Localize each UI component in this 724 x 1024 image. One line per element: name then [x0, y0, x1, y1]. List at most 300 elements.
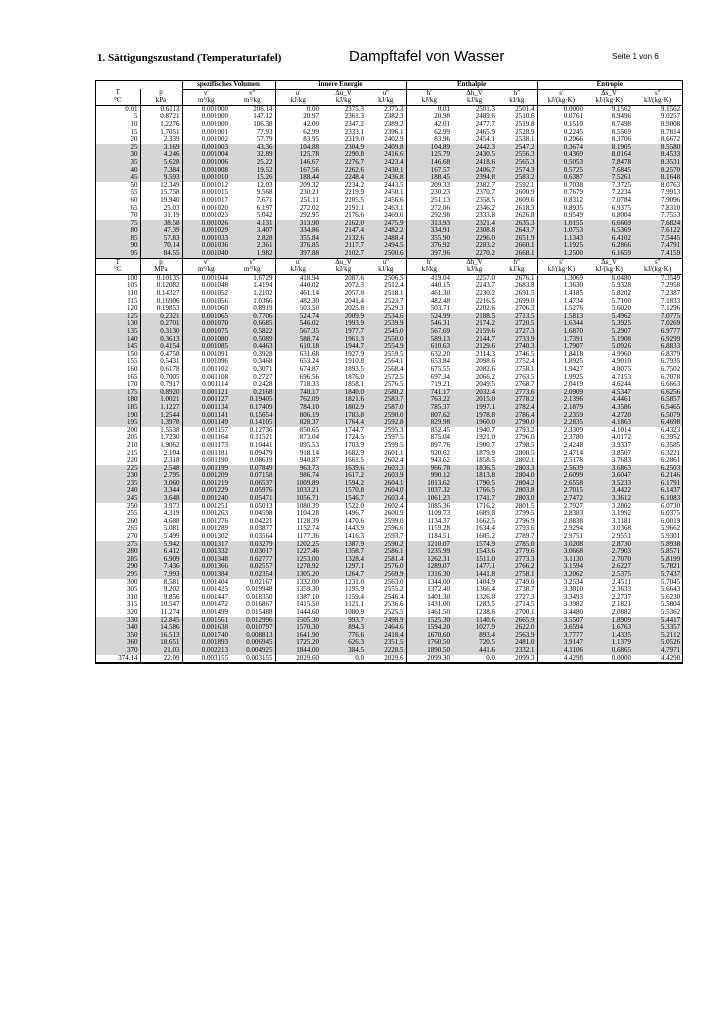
table-cell: 0.03564 [249, 533, 273, 541]
table-cell: 2554.9 [366, 343, 406, 351]
table-cell: 2749.0 [515, 578, 535, 586]
table-cell: 2389.2 [384, 120, 404, 128]
table-cell: 0.8919 [253, 305, 273, 313]
table-cell: 0.10135 [156, 274, 180, 282]
table-cell: 1.5538 [160, 426, 180, 434]
table-row [96, 487, 682, 495]
table-cell: 7.4159 [633, 250, 682, 258]
steam-table [96, 81, 682, 663]
table-cell: 6.909 [140, 556, 182, 564]
column-unit: m³/kg [182, 97, 230, 105]
table-row [96, 366, 682, 374]
table-cell: 19.940 [160, 196, 180, 204]
table-cell: 1682.9 [344, 449, 364, 457]
table-cell: 0.8920 [140, 389, 182, 397]
table-cell: 2283.2 [452, 242, 497, 250]
table-cell: 2564.1 [384, 358, 404, 366]
table-cell: 0.001085 [182, 343, 230, 351]
table-cell: 2174.2 [452, 320, 497, 328]
table-cell: 2568.4 [384, 365, 404, 373]
table-cell: 2.318 [163, 457, 180, 465]
temperature-cell: 35 [96, 159, 140, 167]
table-cell: 7.4791 [633, 242, 682, 250]
table-cell: 2202.6 [475, 305, 496, 313]
table-cell: 1890.50 [406, 647, 452, 655]
table-cell: 106.38 [253, 120, 273, 128]
column-unit: kJ/kg [366, 266, 406, 274]
table-cell: 0.001036 [182, 242, 230, 250]
table-cell: 2565.3 [497, 159, 537, 167]
table-cell: 2563.9 [497, 632, 537, 640]
table-cell: 6.4698 [633, 419, 682, 427]
table-cell: 4.3586 [585, 404, 633, 412]
table-cell: 2602.4 [384, 457, 404, 465]
temperature-cell: 95 [96, 250, 140, 258]
table-cell: 188.45 [406, 174, 452, 182]
table-cell: 2547.2 [497, 144, 537, 152]
table-cell: 42.00 [275, 121, 321, 129]
table-cell: 125.79 [406, 151, 452, 159]
table-cell: 2643.7 [497, 227, 537, 235]
table-cell: 0.001366 [182, 563, 230, 571]
table-cell: 2443.5 [384, 181, 404, 189]
table-cell: 0.5725 [537, 167, 585, 175]
table-cell: 3.3493 [537, 594, 585, 602]
table-cell: 1670.60 [406, 632, 452, 640]
table-cell: 1195.9 [345, 586, 364, 594]
table-cell: 6.7935 [660, 358, 681, 366]
table-cell: 2758.1 [515, 365, 535, 373]
table-cell: 1431.00 [406, 601, 452, 609]
table-cell: 5.6020 [611, 305, 632, 313]
temperature-cell: 180 [96, 396, 140, 404]
table-cell: 25.03 [163, 204, 180, 212]
table-cell: 8.4533 [633, 151, 682, 159]
column-symbol: T [96, 258, 140, 266]
table-cell: 38.58 [140, 220, 182, 228]
table-cell: 0.02557 [230, 563, 275, 571]
table-cell: 2789.7 [515, 533, 535, 541]
table-cell: 2592.8 [366, 419, 406, 427]
table-cell: 1.6344 [537, 320, 585, 328]
group-header: spezifisches Volumen [182, 81, 275, 89]
table-cell: 2234.2 [344, 181, 364, 189]
column-unit: °C [96, 97, 140, 105]
table-cell: 7.2387 [660, 290, 681, 298]
table-cell: 0.001070 [182, 320, 230, 328]
column-symbol: p [159, 258, 163, 266]
table-cell: 2714.5 [515, 601, 535, 609]
table-cell: 2.1396 [537, 396, 585, 404]
table-cell: 7.9096 [660, 196, 681, 204]
table-cell: 0.001012 [182, 182, 230, 190]
table-cell: 2501.3 [475, 105, 496, 113]
table-cell: 355.90 [406, 235, 452, 243]
table-cell: 376.92 [406, 242, 452, 250]
table-cell: 0.10441 [249, 441, 273, 449]
temperature-cell: 260 [96, 518, 140, 526]
table-cell: 2.4511 [612, 578, 632, 586]
table-row [96, 212, 682, 220]
table-cell: 610.63 [406, 343, 452, 351]
table-cell: 0.19853 [156, 305, 180, 313]
temperature-cell: 90 [96, 242, 140, 250]
table-cell: 2.3780 [537, 434, 585, 442]
table-cell: 0.8935 [537, 205, 585, 213]
table-cell: 0.001001 [182, 129, 230, 137]
table-cell: 11.274 [160, 608, 180, 616]
table-cell: 1.982 [230, 250, 275, 258]
table-cell: 0.05976 [230, 487, 275, 495]
table-cell: 829.98 [406, 419, 452, 427]
table-cell: 8.3531 [633, 159, 682, 167]
table-cell: 1415.50 [275, 601, 321, 609]
temperature-cell: 65 [96, 205, 140, 213]
column-symbol: v'' [249, 89, 256, 97]
table-cell: 7.384 [140, 167, 182, 175]
table-cell: 1.9427 [537, 366, 585, 374]
table-cell: 1617.2 [321, 472, 366, 480]
table-cell: 5.2907 [585, 328, 633, 336]
table-cell: 62.99 [275, 129, 321, 137]
table-cell: 2590.0 [366, 412, 406, 420]
table-cell: 1.7391 [537, 336, 585, 344]
temperature-cell: 195 [96, 419, 140, 427]
table-cell: 5.7100 [611, 297, 632, 305]
table-cell: 1387.9 [321, 541, 366, 549]
table-cell: 0.001141 [182, 412, 230, 420]
table-cell: 7.6845 [585, 167, 633, 175]
table-cell: 8.1905 [585, 144, 633, 152]
temperature-cell: 220 [96, 457, 140, 465]
column-unit: kJ/kg [497, 266, 537, 274]
table-cell: 2.828 [230, 235, 275, 243]
group-header-row [96, 81, 682, 89]
temperature-cell: 170 [96, 381, 140, 389]
table-cell: 5.8938 [633, 541, 682, 549]
table-cell: 2450.1 [384, 189, 404, 197]
table-cell: 0.6865 [585, 647, 633, 655]
table-row [96, 235, 682, 243]
table-cell: 7.5261 [585, 174, 633, 182]
table-cell: 0.2701 [140, 320, 182, 328]
table-cell: 2768.7 [515, 381, 535, 389]
table-cell: 0.4369 [537, 151, 585, 159]
table-cell: 1.2276 [160, 120, 180, 128]
column-unit: kJ/(kg·K) [537, 266, 585, 274]
table-cell: 2793.2 [515, 426, 535, 434]
table-cell: 1326.0 [475, 593, 496, 601]
table-cell: 1.0753 [537, 227, 585, 235]
temperature-cell: 295 [96, 571, 140, 579]
column-unit: m³/kg [182, 266, 230, 274]
temperature-cell: 235 [96, 480, 140, 488]
table-cell: 0.001080 [182, 336, 230, 344]
table-cell: 828.37 [275, 419, 321, 427]
table-cell: 2733.9 [497, 336, 537, 344]
table-cell: 2727.3 [497, 328, 537, 336]
table-cell: 0.03877 [249, 525, 273, 533]
temperature-cell: 205 [96, 434, 140, 442]
table-cell: 1264.7 [321, 571, 366, 579]
table-cell: 6.7502 [660, 365, 681, 373]
temperature-cell: 315 [96, 601, 140, 609]
table-cell: 0.3468 [253, 358, 273, 366]
table-cell: 397.96 [406, 250, 452, 258]
group-header: Entropie [537, 81, 682, 89]
table-cell: 741.17 [406, 389, 452, 397]
table-cell: 2402.9 [384, 136, 404, 144]
column-symbol: Δs_V [601, 258, 617, 266]
table-cell: 2800.5 [515, 449, 535, 457]
table-cell: 2098.6 [475, 358, 496, 366]
table-cell: 2332.1 [497, 647, 537, 655]
table-cell: 2804.2 [497, 480, 537, 488]
table-cell: 2132.6 [321, 235, 366, 243]
table-cell: 0.15654 [230, 412, 275, 420]
table-cell: 0.2727 [253, 373, 273, 381]
table-cell: 2488.4 [366, 235, 406, 243]
table-cell: 6.3221 [660, 449, 681, 457]
table-row [96, 541, 682, 549]
table-cell: 2.361 [230, 242, 275, 250]
table-cell: 2049.5 [475, 381, 496, 389]
table-cell: 2257.0 [475, 274, 496, 282]
table-cell: 6.1659 [585, 250, 633, 258]
table-cell: 22.09 [140, 655, 182, 663]
column-symbol: s'' [654, 89, 661, 97]
table-cell: 0.012996 [230, 617, 275, 625]
table-cell: 4.7153 [611, 373, 632, 381]
table-cell: 0.001044 [182, 274, 230, 282]
table-cell: 2.3309 [537, 427, 585, 435]
table-cell: 32.89 [230, 151, 275, 159]
table-cell: 1159.28 [406, 525, 452, 533]
temperature-cell: 225 [96, 465, 140, 473]
table-cell: 895.53 [275, 442, 321, 450]
table-cell: 2713.5 [497, 313, 537, 321]
temperature-cell: 265 [96, 525, 140, 533]
table-cell: 272.06 [406, 205, 452, 213]
table-cell: 2375.3 [344, 105, 364, 113]
table-cell: 0.3928 [253, 350, 273, 358]
table-cell: 0.01 [406, 105, 452, 113]
table-row [96, 105, 682, 113]
table-cell: 2.8730 [585, 541, 633, 549]
table-cell: 0.03017 [230, 548, 275, 556]
table-cell: 31.19 [163, 212, 180, 220]
table-cell: 0.001091 [182, 351, 230, 359]
table-cell: 125.78 [275, 151, 321, 159]
table-cell: 2512.4 [384, 282, 404, 290]
table-cell: 2.0909 [537, 389, 585, 397]
table-cell: 0.5822 [230, 328, 275, 336]
table-cell: 4.9960 [611, 350, 632, 358]
table-cell: 1387.10 [275, 594, 321, 602]
table-row [96, 412, 682, 420]
table-cell: 1879.9 [475, 449, 496, 457]
table-cell: 776.6 [321, 632, 366, 640]
table-cell: 2583.2 [497, 174, 537, 182]
table-cell: 1.3978 [140, 419, 182, 427]
table-cell: 2216.5 [475, 297, 496, 305]
table-cell: 1821.6 [321, 396, 366, 404]
table-cell: 1543.6 [452, 548, 497, 556]
table-cell: 2785.0 [497, 541, 537, 549]
table-cell: 0.001173 [182, 442, 230, 450]
table-row [96, 450, 682, 458]
table-cell: 1.4734 [537, 298, 585, 306]
table-row [96, 374, 682, 382]
table-cell: 0.002213 [182, 647, 230, 655]
table-cell: 2482.2 [366, 227, 406, 235]
table-cell: 588.74 [275, 336, 321, 344]
table-cell: 209.33 [406, 182, 452, 190]
table-cell: 1802.9 [321, 404, 366, 412]
table-cell: 2.3633 [611, 586, 632, 594]
table-cell: 2626.8 [515, 212, 535, 220]
table-cell: 7.8310 [660, 204, 681, 212]
table-cell: 2593.7 [384, 533, 404, 541]
table-cell: 6.4102 [585, 235, 633, 243]
table-cell: 0.3130 [140, 328, 182, 336]
table-cell: 0.010797 [230, 624, 275, 632]
table-cell: 0.02167 [249, 578, 273, 586]
column-symbol: Δh_V [466, 258, 483, 266]
table-cell: 2029.60 [275, 655, 321, 663]
table-cell: 1594.20 [406, 624, 452, 632]
table-cell: 2700.1 [515, 608, 535, 616]
table-row [96, 586, 682, 594]
table-cell: 2228.5 [366, 647, 406, 655]
table-cell: 3.8507 [611, 449, 632, 457]
table-cell: 12.03 [256, 181, 273, 189]
column-unit: kJ/kg [275, 97, 321, 105]
unit-row [96, 266, 682, 274]
table-cell: 1.8909 [585, 617, 633, 625]
table-cell: 4.4461 [585, 396, 633, 404]
table-cell: 2025.8 [344, 305, 364, 313]
table-cell: 1477.1 [452, 563, 497, 571]
table-cell: 5.0926 [585, 343, 633, 351]
table-cell: 0.6685 [230, 320, 275, 328]
temperature-cell: 270 [96, 533, 140, 541]
table-cell: 0.001000 [182, 121, 230, 129]
table-cell: 2102.7 [321, 250, 366, 258]
table-row [96, 434, 682, 442]
table-cell: 2409.8 [366, 144, 406, 152]
table-cell: 9.568 [256, 189, 273, 197]
table-cell: 6.0019 [660, 517, 681, 525]
table-cell: 1184.51 [406, 533, 452, 541]
table-cell: 2099.3 [497, 655, 537, 663]
table-cell: 147.12 [253, 113, 273, 121]
table-cell: 0.016867 [246, 601, 273, 609]
table-cell: 2583.7 [366, 396, 406, 404]
table-cell: 0.08619 [249, 457, 273, 465]
table-cell: 2129.6 [452, 343, 497, 351]
table-cell: 2545.0 [366, 328, 406, 336]
table-cell: 2603.4 [366, 495, 406, 503]
table-cell: 2321.4 [452, 220, 497, 228]
table-row [96, 151, 682, 159]
table-cell: 2683.8 [515, 282, 535, 290]
table-cell: 9.0257 [660, 113, 681, 121]
table-cell: 3.169 [140, 144, 182, 152]
table-cell: 0.001096 [182, 358, 230, 366]
column-unit: m³/kg [230, 97, 275, 105]
temperature-cell: 5 [96, 113, 140, 121]
table-cell: 2790.0 [497, 419, 537, 427]
table-cell: 2804.0 [497, 472, 537, 480]
table-cell: 1.5813 [537, 313, 585, 321]
table-cell: 2382.7 [475, 181, 496, 189]
table-cell: 0.3071 [253, 365, 273, 373]
table-row [96, 220, 682, 228]
temperature-cell: 370 [96, 647, 140, 655]
table-cell: 1960.0 [452, 419, 497, 427]
temperature-cell: 115 [96, 298, 140, 306]
table-row [96, 647, 682, 655]
table-cell: 610.18 [275, 343, 321, 351]
table-row [96, 136, 682, 144]
table-cell: 2799.5 [515, 510, 535, 518]
table-cell: 763.22 [406, 396, 452, 404]
table-cell: 1262.31 [406, 556, 452, 564]
table-row [96, 465, 682, 473]
table-cell: 3.5233 [585, 480, 633, 488]
table-cell: 2418.4 [366, 632, 406, 640]
table-cell: 1.6763 [585, 624, 633, 632]
table-cell: 2394.8 [452, 174, 497, 182]
table-cell: 4.2720 [585, 412, 633, 420]
table-cell: 2454.1 [475, 136, 496, 144]
table-cell: 6.3585 [660, 441, 681, 449]
table-cell: 2351.5 [366, 639, 406, 647]
temperature-cell: 145 [96, 343, 140, 351]
table-cell: 1.1925 [537, 242, 585, 250]
table-cell: 4.319 [163, 510, 180, 518]
table-cell: 5.7821 [633, 563, 682, 571]
table-cell: 2618.3 [515, 204, 535, 212]
table-row [96, 242, 682, 250]
table-cell: 0.3613 [140, 336, 182, 344]
table-cell: 2766.2 [497, 563, 537, 571]
table-cell: 5.0526 [633, 639, 682, 647]
table-cell: 7.7553 [660, 212, 681, 220]
table-cell: 3.1181 [612, 517, 632, 525]
table-cell: 0.001008 [182, 167, 230, 175]
table-cell: 0.001240 [182, 495, 230, 503]
table-cell: 0.001026 [182, 220, 230, 228]
table-row [96, 336, 682, 344]
table-cell: 2.9551 [611, 533, 632, 541]
table-cell: 2665.9 [497, 617, 537, 625]
table-cell: 0.11521 [250, 434, 273, 442]
table-cell: 418.94 [275, 274, 321, 282]
table-cell: 25.22 [230, 159, 275, 167]
table-cell: 2536.6 [384, 601, 404, 609]
table-cell: 12.845 [140, 617, 182, 625]
table-cell: 6.6256 [633, 389, 682, 397]
table-cell: 70.14 [140, 242, 182, 250]
table-cell: 2290.8 [321, 151, 366, 159]
table-cell: 2481.0 [497, 639, 537, 647]
table-cell: 524.74 [275, 313, 321, 321]
table-cell: 0.001499 [182, 609, 230, 617]
temperature-cell: 15 [96, 129, 140, 137]
table-cell: 2159.6 [452, 328, 497, 336]
